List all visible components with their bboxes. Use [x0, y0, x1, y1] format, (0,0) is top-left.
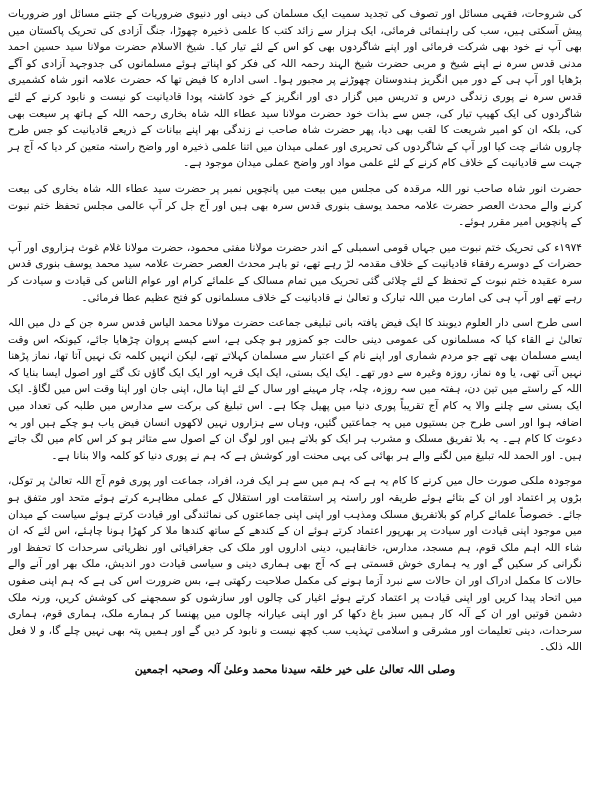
paragraph: ۱۹۷۴ء کی تحریک ختم نبوت میں جہاں قومی اسمبلی کے اندر حضرت مولانا مفتی محمود، حضرت مولانا غلام غوث ہزاروی اور آپ حضرات کے دوسرے رفقاء قادیانیت کے خلاف مقدمہ لڑ رہے تھے، تو باہر محدث العصر حضرت علامہ سید محمد یوسف بنوری قدس سرہ عقیدہ ختم نبوت کے تحفظ کے لئے چلائی گئی تحریک میں تمام مسالک کے علمائے کرام اور عوام الناس کی قیادت و سیادت کر رہے تھے اور آپ ہی کی امارت میں اللہ تبارک و تعالیٰ نے قادیانیت کے خلاف مسلمانوں کو فتح عظیم عطا فرمائی۔	[8, 241, 582, 304]
closing-benediction: وصلی اللہ تعالیٰ علی خیر خلقہ سیدنا محمد وعلیٰ آلہ وصحبہ اجمعین	[134, 662, 456, 676]
paragraph: اسی طرح اسی دار العلوم دیوبند کا ایک فیض یافتہ بانی تبلیغی جماعت حضرت مولانا محمد الیاس قدس سرہ جن کے دل میں اللہ تعالیٰ نے القاء کیا کہ مسلمانوں کی عمومی دینی حالت جو کمزور ہو چکی ہے، اسے کیسے پروان چڑھایا جائے، کیونکہ اس وقت ایسے مسلمان بھی تھے جو مردم شماری اور اپنے نام کے اعتبار سے مسلمان کہلاتے تھے، لیکن انہیں کلمہ تک نہیں آتا تھا، نماز پڑھنا نہیں آتی تھی، یا وہ نماز، روزہ وغیرہ سے دور تھے۔ ایک ایک بستی، ایک ایک قریہ اور ایک ایک گاؤں تک گئے اور اصول ایسا بنایا کہ اللہ کے راستے میں تین دن، ہفتہ میں سہ روزہ، چلہ، چار مہینے اور سال کے لئے اپنا مال، اپنی جان اور اپنا وقت اس میں لگاؤ۔ ایک ایک بستی سے چلنے والا یہ کام آج تقریباً پوری دنیا میں پھیل چکا ہے۔ اس تبلیغ کی برکت سے مدارس میں طلبہ کی تعداد میں اضافہ ہوا اور اسی طرح جن بستیوں میں یہ جماعتیں گئیں، وہاں سے ہزاروں نہیں لاکھوں انسان فیض یاب ہو چکے ہیں اور یہ دعوت کا کام ہے۔ یہ بلا تفریق مسلک و مشرب ہر ایک کو بلاتے ہیں اور لوگ ان کے اصول سے متاثر ہو کر اس کام میں لگ جاتے ہیں۔ اور الحمد للہ تبلیغ میں لگنے والے ہر بھائی کی یہی محنت اور کوشش ہے کہ ہم نے پوری دنیا کو کلمہ والا بنانا ہے۔	[8, 317, 582, 462]
paragraph: حضرت انور شاہ صاحب نور اللہ مرقدہ کی مجلس میں بیعت میں پانچویں نمبر پر حضرت سید عطاء اللہ شاہ بخاری کی بیعت کرنے والے محدث العصر حضرت علامہ محمد یوسف بنوری قدس سرہ بھی ہیں اور آج جل کر آپ عالمی مجلس تحفظ ختم نبوت کے پانچویں امیر مقرر ہوئے۔	[8, 182, 582, 229]
paragraph: موجودہ ملکی صورت حال میں کرنے کا کام یہ ہے کہ ہم میں سے ہر ایک فرد، افراد، جماعت اور پوری قوم آج اللہ تعالیٰ پر توکل، بڑوں پر اعتماد اور ان کے بتائے ہوئے طریقہ اور راستہ پر استقامت اور استقلال کے عملی مظاہرے کرتے ہوئے متحد اور متفق ہو جائے۔ خصوصاً علمائے کرام کو بلاتفریق مسلک ومذہب اور اپنی اپنی جماعتوں کی نمائندگی اور قیادت کرتے ہوئے سیاست کے میدان میں موجود اپنی قیادت اور سیادت پر بھرپور اعتماد کرتے ہوئے ان کے کندھے کے ساتھ کندھا ملا کر کھڑا ہونا چاہئے، اس لئے کہ ان شاء اللہ اہم ملک قوم، ہم مسجد، مدارس، خانقاہیں، دینی اداروں اور ملک کی جغرافیائی اور نظریاتی سرحدات کا تحفظ اور نگرانی کر سکیں گے اور یہ ہماری خوش قسمتی ہے کہ آج بھی ہماری دینی و سیاسی قیادت دور اندیش، ملک بھر اور آنے والے حالات کا مکمل ادراک اور ان حالات سے نبرد آزما ہونے کی مکمل صلاحیت رکھتی ہے، بس ضرورت اس کی ہے کہ ہم اپنی صفوں میں اتحاد پیدا کریں اور اپنی قیادت پر اعتماد کرتے ہوئے اغیار کی چالوں اور سازشوں کو سمجھنے کی کوشش کریں، ورنہ ملک دشمن قوتیں اور ان کے آلہ کار ہمیں سبز باغ دکھا کر اور اپنی عیارانہ چالوں میں پھنسا کر ہمارے ملک، ہماری قوم، ہماری سرحدات، دینی تعلیمات اور مشرقی و اسلامی تہذیب سب کچھ نیست و نابود کر دیں گے اور ہمیں پتہ بھی نہیں چلے گا، و لا فعل اللہ ذلک۔	[8, 475, 582, 654]
paragraph: کی شروحات، فقہی مسائل اور تصوف کی تجدید سمیت ایک مسلمان کی دینی اور دنیوی ضروریات کے جتنے مسائل اور ضروریات پیش آسکتی ہیں، سب کی راہنمائی فرمائی، ایک ہزار سے زائد کتب کا علمی ذخیرہ چھوڑا، جنگ آزادی کی تحریک پاکستان میں بھی آپ نے خود بھی شرکت فرمائی اور اپنے شاگردوں بھی کو اس کے لئے تیار کیا۔ شیخ الاسلام حضرت مولانا سید حسین احمد مدنی قدس سرہ نے اپنے شیخ و مربی حضرت شیخ الہند رحمہ اللہ کی فکر کو اپناتے ہوئے مسلمانوں کی جدوجہد آزادی کو آگے بڑھایا اور آپ ہی کے دور میں انگریز ہندوستان چھوڑنے پر مجبور ہوا۔ اسی ادارہ کا فیض تھا کہ حضرت علامہ انور شاہ کشمیری قدس سرہ نے پوری زندگی درس و تدریس میں گزار دی اور انگریز کے خود کاشتہ پودا قادیانیت کو نیست و نابود کرنے کے لئے شاگردوں کی ایک کھیپ تیار کی، جس سے بذات خود حضرت مولانا سید عطاء اللہ شاہ بخاری رحمہ اللہ کے ہاتھ پر سیعت بھی کی، بلکہ ان کو امیر شریعت کا لقب بھی دیا، پھر حضرت شاہ صاحب نے زندگی بھر اپنے بیانات کے ذریعے قادیانیت کو جس طرح چاروں شانے چت کیا اور آپ کے شاگردوں کی تحریری اور عملی میدان میں اتنا علمی ذخیرہ اور واضح راستہ متعین کر دیا کہ آج ہر جہت سے قادیانیت کے خلاف کام کرنے کے لئے علمی مواد اور واضح عملی میدان موجود ہے۔	[8, 8, 582, 170]
